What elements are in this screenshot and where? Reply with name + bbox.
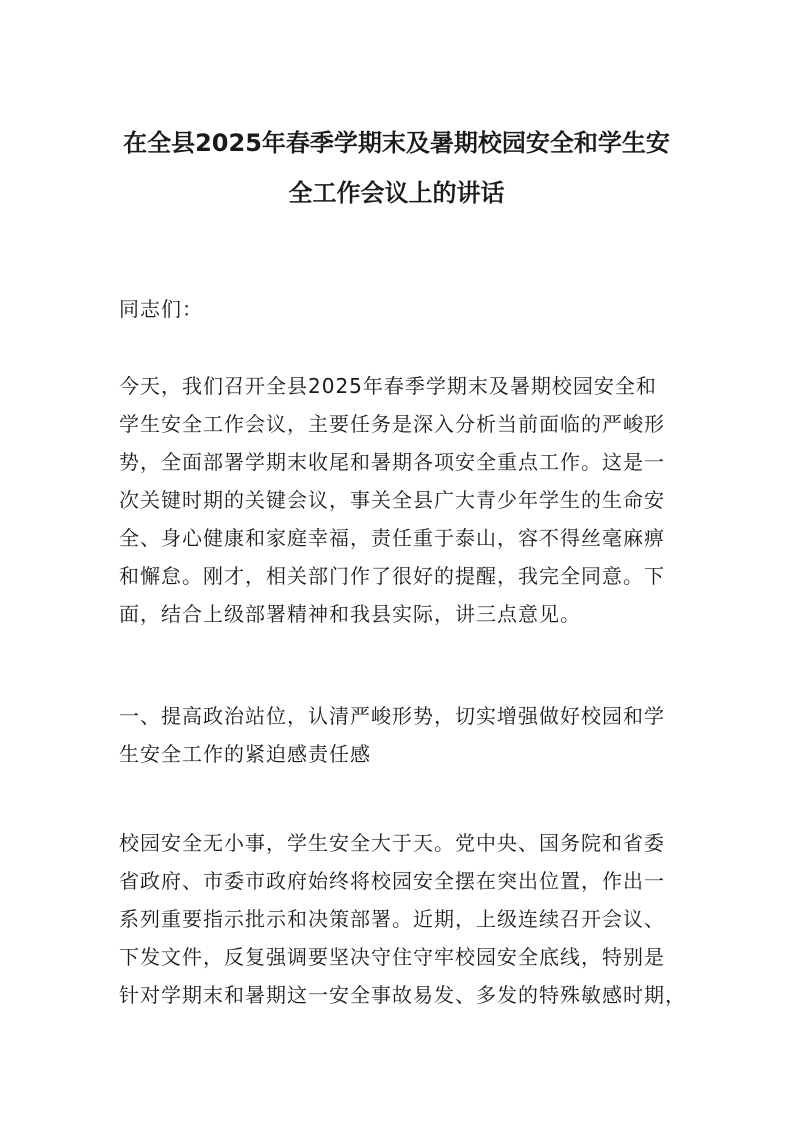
paragraph-line: 系列重要指示批示和决策部署。近期，上级连续召开会议、 xyxy=(119,907,665,931)
paragraph-line: 针对学期末和暑期这一安全事故易发、多发的特殊敏感时期， xyxy=(119,983,686,1007)
paragraph-intro xyxy=(119,367,691,633)
document-title-line-2: 全工作会议上的讲话 xyxy=(288,179,505,207)
section-heading-1 xyxy=(119,697,691,773)
paragraph-line: 全、身心健康和家庭幸福，责任重于泰山，容不得丝毫麻痹 xyxy=(119,526,665,550)
salutation: 同志们： xyxy=(119,297,203,321)
paragraph-line: 次关键时期的关键会议，事关全县广大青少年学生的生命安 xyxy=(119,488,665,512)
paragraph-section-1 xyxy=(119,824,691,1014)
paragraph-line: 势，全面部署学期末收尾和暑期各项安全重点工作。这是一 xyxy=(119,450,665,474)
heading-line: 生安全工作的紧迫感责任感 xyxy=(119,742,371,766)
paragraph-line: 面，结合上级部署精神和我县实际，讲三点意见。 xyxy=(119,602,581,626)
paragraph-line: 和懈怠。刚才，相关部门作了很好的提醒，我完全同意。下 xyxy=(119,564,665,588)
heading-line: 一、提高政治站位，认清严峻形势，切实增强做好校园和学 xyxy=(119,704,665,728)
paragraph-line: 下发文件，反复强调要坚决守住守牢校园安全底线，特别是 xyxy=(119,945,665,969)
paragraph-line: 校园安全无小事，学生安全大于天。党中央、国务院和省委 xyxy=(119,831,665,855)
paragraph-line: 今天，我们召开全县2025年春季学期末及暑期校园安全和 xyxy=(119,374,657,398)
document-title-line-1: 在全县2025年春季学期末及暑期校园安全和学生安 xyxy=(123,129,670,157)
paragraph-line: 学生安全工作会议，主要任务是深入分析当前面临的严峻形 xyxy=(119,412,665,436)
paragraph-line: 省政府、市委市政府始终将校园安全摆在突出位置，作出一 xyxy=(119,869,665,893)
